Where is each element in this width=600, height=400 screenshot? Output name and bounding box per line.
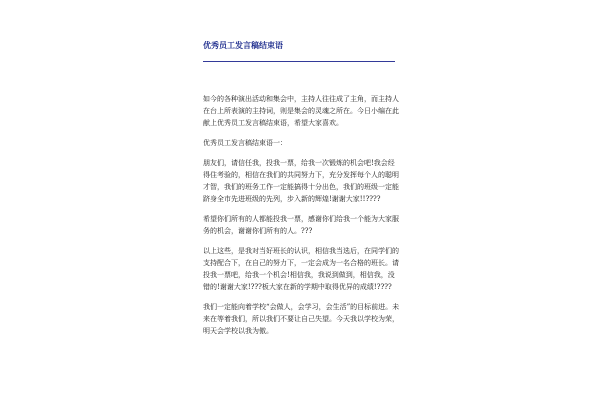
title-divider bbox=[203, 61, 395, 62]
paragraph-closing: 我们一定能向着学校“会做人，会学习，会生活”的目标前进。未来在等着我们，所以我们不要让自己失望。今天我以学校为荣，明天会学校以我为傲。 bbox=[203, 303, 400, 335]
paragraph-intro: 如今的各种演出活动和集会中，主持人往往成了主角，而主持人在台上所表演的主持词，则是集会的灵魂之所在。今日小编在此献上优秀员工发言稿结束语，希望大家喜欢。 bbox=[203, 95, 399, 127]
document-title: 优秀员工发言稿结束语 bbox=[203, 41, 283, 50]
paragraph-thanks: 希望你们所有的人都能投我一票，感谢你们给我一个能为大家服务的机会，谢谢你们所有的人。??? bbox=[203, 215, 399, 235]
paragraph-section-heading: 优秀员工发言稿结束语一： bbox=[203, 139, 287, 147]
paragraph-monitor-commitment: 以上这些，是我对当好班长的认识，相信我当选后，在同学们的支持配合下，在自己的努力下，一定会成为一名合格的班长。请投我一票吧，给我一个机会!相信我，我说到做到，相信我，没错的!谢谢大家!???板大家在新的学期中取得优异的成绩!???? bbox=[203, 247, 399, 291]
paragraph-vote-appeal: 朋友们，请信任我，投我一票，给我一次锻炼的机会吧!我会经得住考验的，相信在我们的共同努力下，充分发挥每个人的聪明才智，我们的班务工作一定能搞得十分出色，我们的班级一定能跻身全市先进班级的先列，步入新的辉煌!谢谢大家!!???? bbox=[203, 159, 399, 203]
document-body bbox=[203, 93, 400, 345]
